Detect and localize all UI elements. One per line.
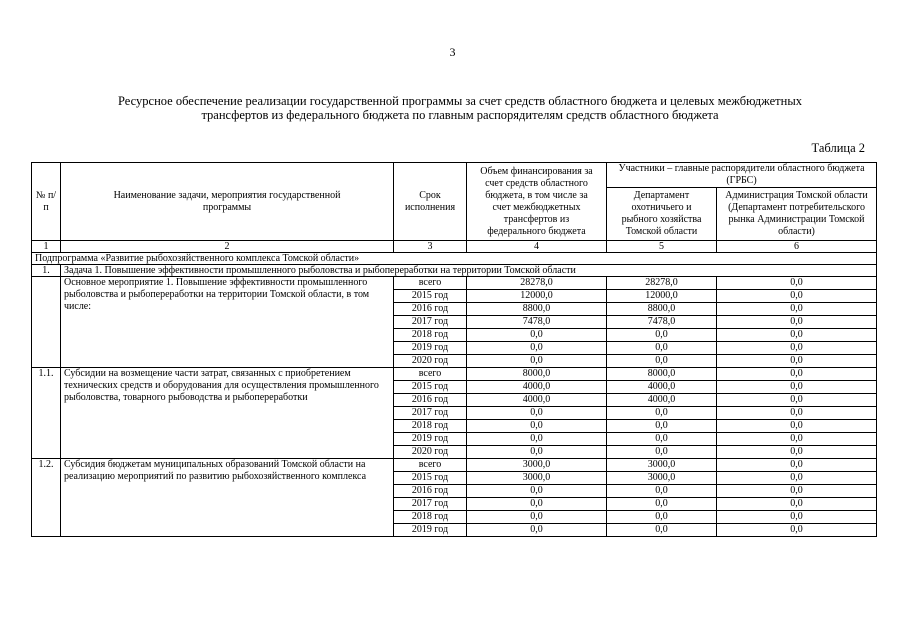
admin-cell: 0,0 bbox=[717, 524, 877, 537]
document-title: Ресурсное обеспечение реализации государственной программы за счет средств областного бюджета и целевых межбюджетных трансфертов из федерального бюджета по главным распорядителям средств областного бюджета bbox=[118, 94, 802, 122]
header-number: 1 bbox=[32, 241, 61, 253]
volume-cell: 0,0 bbox=[467, 407, 607, 420]
term-cell: 2017 год bbox=[394, 316, 467, 329]
subprogram-row: Подпрограмма «Развитие рыбохозяйственного комплекса Томской области» bbox=[32, 253, 877, 265]
admin-cell: 0,0 bbox=[717, 472, 877, 485]
term-cell: 2020 год bbox=[394, 446, 467, 459]
term-cell: всего bbox=[394, 368, 467, 381]
admin-cell: 0,0 bbox=[717, 407, 877, 420]
dept-cell: 0,0 bbox=[607, 485, 717, 498]
event-num: 1.1. bbox=[32, 368, 61, 459]
term-cell: 2015 год bbox=[394, 381, 467, 394]
volume-cell: 8800,0 bbox=[467, 303, 607, 316]
event-name: Субсидии на возмещение части затрат, связанных с приобретением технических средств и оборудования для осуществления промышленного рыболовства, товарного рыбоводства и рыбопереработки bbox=[61, 368, 394, 459]
volume-cell: 0,0 bbox=[467, 433, 607, 446]
volume-cell: 28278,0 bbox=[467, 277, 607, 290]
admin-cell: 0,0 bbox=[717, 433, 877, 446]
dept-cell: 0,0 bbox=[607, 446, 717, 459]
admin-cell: 0,0 bbox=[717, 511, 877, 524]
term-cell: 2015 год bbox=[394, 472, 467, 485]
header-num: № п/п bbox=[32, 163, 61, 241]
dept-cell: 0,0 bbox=[607, 433, 717, 446]
term-cell: 2020 год bbox=[394, 355, 467, 368]
term-cell: 2017 год bbox=[394, 498, 467, 511]
admin-cell: 0,0 bbox=[717, 368, 877, 381]
dept-cell: 28278,0 bbox=[607, 277, 717, 290]
term-cell: всего bbox=[394, 277, 467, 290]
volume-cell: 0,0 bbox=[467, 329, 607, 342]
term-cell: всего bbox=[394, 459, 467, 472]
dept-cell: 0,0 bbox=[607, 355, 717, 368]
table-row bbox=[32, 368, 877, 381]
term-cell: 2018 год bbox=[394, 420, 467, 433]
dept-cell: 0,0 bbox=[607, 524, 717, 537]
header-volume: Объем финансирования за счет средств областного бюджета, в том числе за счет межбюджетных трансфертов из федерального бюджета bbox=[467, 163, 607, 241]
header-number: 6 bbox=[717, 241, 877, 253]
volume-cell: 7478,0 bbox=[467, 316, 607, 329]
admin-cell: 0,0 bbox=[717, 459, 877, 472]
dept-cell: 0,0 bbox=[607, 420, 717, 433]
volume-cell: 0,0 bbox=[467, 485, 607, 498]
header-number: 3 bbox=[394, 241, 467, 253]
admin-cell: 0,0 bbox=[717, 355, 877, 368]
volume-cell: 8000,0 bbox=[467, 368, 607, 381]
header-participants: Участники – главные распорядители областного бюджета (ГРБС) bbox=[607, 163, 877, 188]
dept-cell: 0,0 bbox=[607, 342, 717, 355]
admin-cell: 0,0 bbox=[717, 498, 877, 511]
volume-cell: 0,0 bbox=[467, 446, 607, 459]
volume-cell: 4000,0 bbox=[467, 394, 607, 407]
volume-cell: 12000,0 bbox=[467, 290, 607, 303]
admin-cell: 0,0 bbox=[717, 329, 877, 342]
event-num bbox=[32, 277, 61, 368]
admin-cell: 0,0 bbox=[717, 303, 877, 316]
term-cell: 2018 год bbox=[394, 511, 467, 524]
header-term: Срок исполнения bbox=[394, 163, 467, 241]
volume-cell: 0,0 bbox=[467, 420, 607, 433]
event-name: Субсидия бюджетам муниципальных образований Томской области на реализацию мероприятий по развитию рыбохозяйственного комплекса bbox=[61, 459, 394, 537]
term-cell: 2019 год bbox=[394, 524, 467, 537]
volume-cell: 0,0 bbox=[467, 511, 607, 524]
event-name: Основное мероприятие 1. Повышение эффективности промышленного рыболовства и рыбопереработки на территории Томской области, в том числе: bbox=[61, 277, 394, 368]
admin-cell: 0,0 bbox=[717, 290, 877, 303]
term-cell: 2019 год bbox=[394, 342, 467, 355]
volume-cell: 3000,0 bbox=[467, 459, 607, 472]
term-cell: 2016 год bbox=[394, 485, 467, 498]
term-cell: 2017 год bbox=[394, 407, 467, 420]
page-number: 3 bbox=[449, 45, 456, 59]
admin-cell: 0,0 bbox=[717, 277, 877, 290]
term-cell: 2019 год bbox=[394, 433, 467, 446]
header-admin: Администрация Томской области (Департамент потребительского рынка Администрации Томской области) bbox=[717, 188, 877, 241]
admin-cell: 0,0 bbox=[717, 446, 877, 459]
header-number: 2 bbox=[61, 241, 394, 253]
dept-cell: 0,0 bbox=[607, 329, 717, 342]
header-name: Наименование задачи, мероприятия государственной программы bbox=[61, 163, 394, 241]
dept-cell: 0,0 bbox=[607, 511, 717, 524]
volume-cell: 4000,0 bbox=[467, 381, 607, 394]
funding-table bbox=[31, 162, 877, 537]
volume-cell: 0,0 bbox=[467, 498, 607, 511]
task-row: Задача 1. Повышение эффективности промышленного рыболовства и рыбопереработки на территории Томской области bbox=[61, 265, 877, 277]
table-label: Таблица 2 bbox=[811, 141, 865, 155]
header-number: 4 bbox=[467, 241, 607, 253]
admin-cell: 0,0 bbox=[717, 394, 877, 407]
task-num: 1. bbox=[32, 265, 61, 277]
term-cell: 2016 год bbox=[394, 394, 467, 407]
dept-cell: 0,0 bbox=[607, 407, 717, 420]
volume-cell: 0,0 bbox=[467, 342, 607, 355]
header-dept: Департамент охотничьего и рыбного хозяйства Томской области bbox=[607, 188, 717, 241]
table-row bbox=[32, 459, 877, 472]
dept-cell: 0,0 bbox=[607, 498, 717, 511]
admin-cell: 0,0 bbox=[717, 485, 877, 498]
dept-cell: 8800,0 bbox=[607, 303, 717, 316]
volume-cell: 3000,0 bbox=[467, 472, 607, 485]
dept-cell: 3000,0 bbox=[607, 459, 717, 472]
dept-cell: 4000,0 bbox=[607, 381, 717, 394]
volume-cell: 0,0 bbox=[467, 524, 607, 537]
dept-cell: 4000,0 bbox=[607, 394, 717, 407]
table-row bbox=[32, 277, 877, 290]
header-number: 5 bbox=[607, 241, 717, 253]
term-cell: 2015 год bbox=[394, 290, 467, 303]
event-num: 1.2. bbox=[32, 459, 61, 537]
dept-cell: 7478,0 bbox=[607, 316, 717, 329]
admin-cell: 0,0 bbox=[717, 316, 877, 329]
term-cell: 2016 год bbox=[394, 303, 467, 316]
admin-cell: 0,0 bbox=[717, 420, 877, 433]
admin-cell: 0,0 bbox=[717, 381, 877, 394]
admin-cell: 0,0 bbox=[717, 342, 877, 355]
dept-cell: 3000,0 bbox=[607, 472, 717, 485]
dept-cell: 8000,0 bbox=[607, 368, 717, 381]
dept-cell: 12000,0 bbox=[607, 290, 717, 303]
volume-cell: 0,0 bbox=[467, 355, 607, 368]
term-cell: 2018 год bbox=[394, 329, 467, 342]
